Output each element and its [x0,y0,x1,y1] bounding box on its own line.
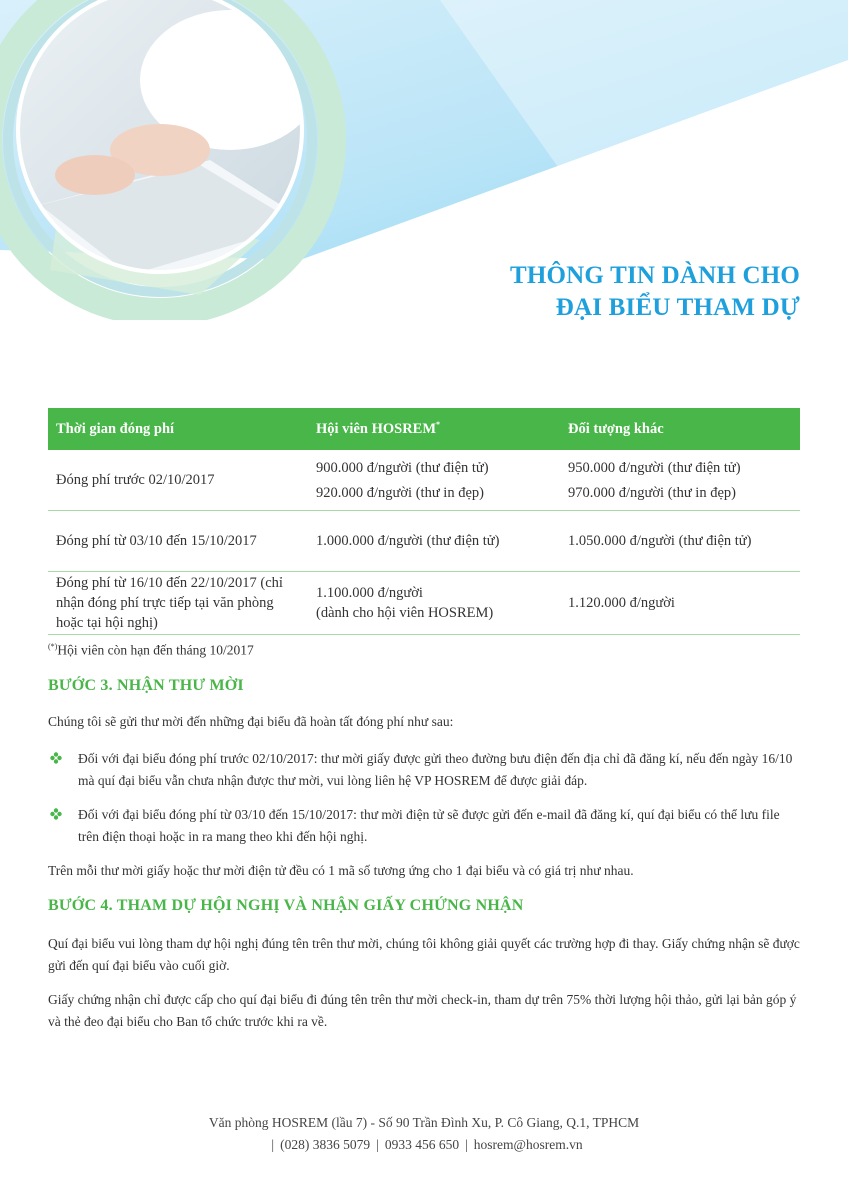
header-other: Đối tượng khác [560,408,800,450]
footer-phone-2: 0933 456 650 [384,1137,460,1152]
page-title-line1: THÔNG TIN DÀNH CHO [510,262,800,289]
diamond-bullet-icon [50,752,62,764]
table-row [48,572,800,635]
step3-intro: Chúng tôi sẽ gửi thư mời đến những đại biểu đã hoàn tất đóng phí như sau: [48,714,454,729]
footer [0,1112,848,1156]
table-row [48,511,800,572]
cell-member-fee: 1.100.000 đ/người (dành cho hội viên HOSREM) [308,572,560,635]
cell-member-fee: 900.000 đ/người (thư điện tử) 920.000 đ/người (thư in đẹp) [308,450,560,511]
cell-other-fee: 1.120.000 đ/người [560,572,800,635]
cell-other-fee: 1.050.000 đ/người (thư điện tử) [560,511,800,572]
step4-paragraph-1: Quí đại biểu vui lòng tham dự hội nghị đúng tên trên thư mời, chúng tôi không giải quyết các trường hợp đi thay. Giấy chứng nhận sẽ được gửi đến quí đại biểu vào cuối giờ. [48,936,800,973]
footnote-mark: (*) [48,642,58,651]
footnote-mark: * [436,420,441,430]
cell-period: Đóng phí từ 16/10 đến 22/10/2017 (chỉ nhận đóng phí trực tiếp tại văn phòng hoặc tại hội nghị) [48,572,308,635]
step4-paragraph-2: Giấy chứng nhận chỉ được cấp cho quí đại biểu đi đúng tên trên thư mời check-in, tham dự trên 75% thời lượng hội thảo, gửi lại bản góp ý và thẻ đeo đại biểu cho Ban tổ chức trước khi ra về. [48,992,797,1029]
diamond-bullet-icon [50,808,62,820]
footer-contacts: | (028) 3836 5079 | 0933 456 650 | hosrem@hosrem.vn [271,1137,583,1152]
bullet-text: Đối với đại biểu đóng phí trước 02/10/2017: thư mời giấy được gửi theo đường bưu điện đến địa chỉ đã đăng kí, nếu đến ngày 16/10 mà quí đại biểu vẫn chưa nhận được thư mời, vui lòng liên hệ VP HOSREM để được giải đáp. [78,751,793,788]
header-payment-period: Thời gian đóng phí [48,408,308,450]
step3-closing: Trên mỗi thư mời giấy hoặc thư mời điện tử đều có 1 mã số tương ứng cho 1 đại biểu và có giá trị như nhau. [48,863,634,878]
fee-table [48,408,800,635]
list-item [48,748,800,792]
page-title-line2: ĐẠI BIỂU THAM DỰ [555,294,800,321]
cell-member-fee: 1.000.000 đ/người (thư điện tử) [308,511,560,572]
list-item [48,804,800,848]
footnote-text: Hội viên còn hạn đến tháng 10/2017 [57,642,254,658]
cell-other-fee: 950.000 đ/người (thư điện tử) 970.000 đ/người (thư in đẹp) [560,450,800,511]
fee-table-header [48,408,800,450]
header-hosrem-member: Hội viên HOSREM* [308,408,560,450]
footer-phone-1: (028) 3836 5079 [280,1137,371,1152]
footer-address: Văn phòng HOSREM (lầu 7) - Số 90 Trần Đình Xu, P. Cô Giang, Q.1, TPHCM [208,1115,640,1130]
footer-email: hosrem@hosrem.vn [473,1137,583,1152]
cell-period: Đóng phí trước 02/10/2017 [48,450,308,511]
cell-period: Đóng phí từ 03/10 đến 15/10/2017 [48,511,308,572]
step3-heading: BƯỚC 3. NHẬN THƯ MỜI [48,677,244,694]
table-footnote [48,642,254,659]
page-title [510,260,800,324]
step4-heading: BƯỚC 4. THAM DỰ HỘI NGHỊ VÀ NHẬN GIẤY CHỨNG NHẬN [48,897,524,914]
table-row [48,450,800,511]
bullet-text: Đối với đại biểu đóng phí từ 03/10 đến 15/10/2017: thư mời điện tử sẽ được gửi đến e-mail đã đăng kí, quí đại biểu có thể lưu file trên điện thoại hoặc in ra mang theo khi đến hội nghị. [78,807,780,844]
